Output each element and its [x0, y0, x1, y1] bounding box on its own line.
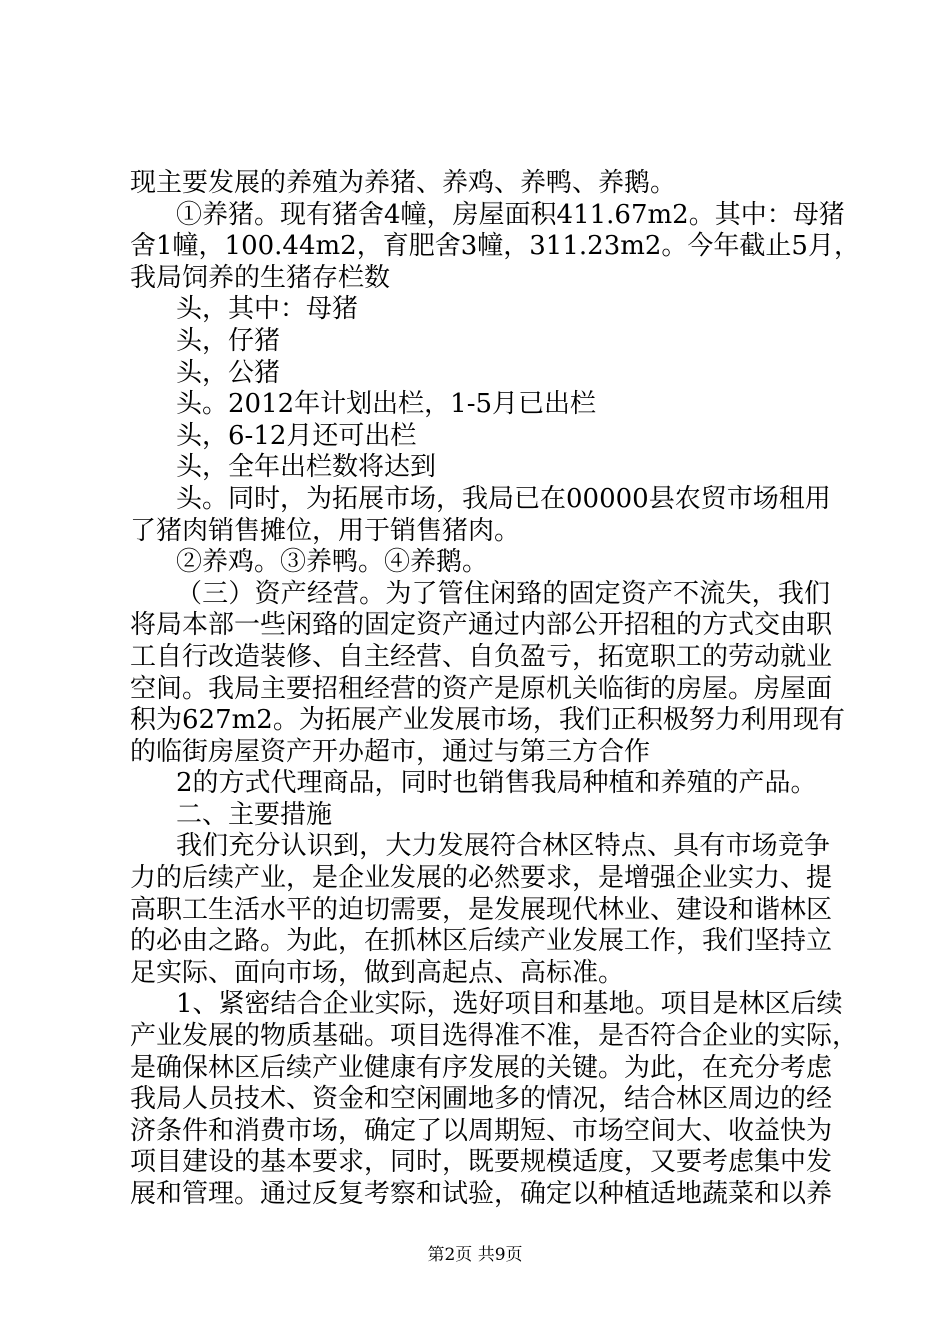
text-line: 头。2012年计划出栏，1-5月已出栏 [176, 389, 597, 420]
page-footer: 第2页 共9页 [427, 1245, 523, 1265]
text-line: ②养鸡。③养鸭。④养鹅。 [176, 547, 489, 578]
text-line: 是确保林区后续产业健康有序发展的关键。为此，在充分考虑 [130, 1052, 833, 1083]
text-line: 工自行改造装修、自主经营、自负盈亏，拓宽职工的劳动就业 [130, 641, 833, 672]
text-line: 展和管理。通过反复考察和试验，确定以种植适地蔬菜和以养 [130, 1179, 833, 1209]
text-line: 空间。我局主要招租经营的资产是原机关临街的房屋。房屋面 [130, 673, 833, 704]
text-line: 2的方式代理商品，同时也销售我局种植和养殖的产品。 [176, 768, 817, 799]
text-line: 高职工生活水平的迫切需要，是发展现代林业、建设和谐林区 [130, 894, 833, 925]
body-text [130, 168, 860, 1211]
text-line: 我局人员技术、资金和空闲圃地多的情况，结合林区周边的经 [130, 1084, 833, 1115]
text-line: 我们充分认识到，大力发展符合林区特点、具有市场竞争 [176, 831, 830, 862]
text-line: 头，全年出栏数将达到 [176, 452, 437, 483]
text-line: 将局本部一些闲臵的固定资产通过内部公开招租的方式交由职 [130, 610, 833, 641]
text-line: 舍1幢，100.44m2，育肥舍3幢，311.23m2。今年截止5月， [130, 231, 860, 262]
text-line: ①养猪。现有猪舍4幢，房屋面积411.67m2。其中：母猪 [176, 199, 845, 230]
text-line: 头，其中：母猪 [176, 294, 359, 325]
text-line: 头。同时，为拓展市场，我局已在00000县农贸市场租用 [176, 483, 831, 514]
text-line: 我局饲养的生猪存栏数 [130, 262, 391, 293]
text-line: 头，公猪 [176, 357, 281, 388]
text-line: 二、主要措施 [176, 799, 333, 830]
text-line: 1、紧密结合企业实际，选好项目和基地。项目是林区后续 [176, 989, 843, 1020]
text-line: 项目建设的基本要求，同时，既要规模适度，又要考虑集中发 [130, 1147, 833, 1178]
text-line: （三）资产经营。为了管住闲臵的固定资产不流失，我们 [176, 578, 830, 609]
text-line: 了猪肉销售摊位，用于销售猪肉。 [130, 515, 521, 546]
text-line: 济条件和消费市场，确定了以周期短、市场空间大、收益快为 [130, 1115, 833, 1146]
text-line: 的临街房屋资产开办超市，通过与第三方合作 [130, 736, 651, 767]
text-line: 头，仔猪 [176, 325, 281, 356]
text-line: 现主要发展的养殖为养猪、养鸡、养鸭、养鹅。 [130, 168, 677, 198]
text-line: 产业发展的物质基础。项目选得准不准，是否符合企业的实际， [130, 1021, 859, 1052]
text-line: 力的后续产业，是企业发展的必然要求，是增强企业实力、提 [130, 863, 833, 894]
text-line: 足实际、面向市场，做到高起点、高标准。 [130, 957, 625, 988]
text-line: 积为627m2。为拓展产业发展市场，我们正积极努力利用现有 [130, 705, 845, 736]
text-line: 的必由之路。为此，在抓林区后续产业发展工作，我们坚持立 [130, 926, 833, 957]
text-line: 头，6-12月还可出栏 [176, 420, 417, 451]
